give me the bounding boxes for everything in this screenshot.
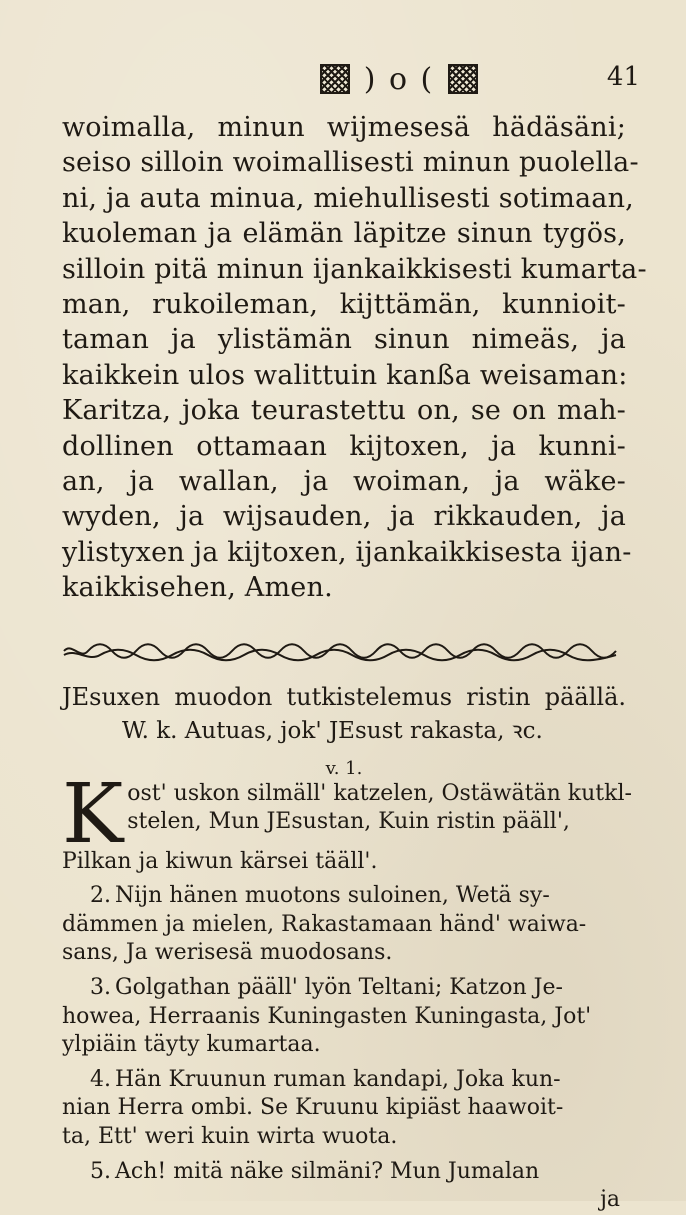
stanza-line: nian Herra ombi. Se Kruunu kipiäst haawoit-	[62, 1095, 564, 1121]
prayer-line: kaikkein ulos walittuin kanßa weisaman:	[62, 359, 628, 391]
verse-label: v. 1.	[325, 757, 363, 779]
prayer-line: ni, ja auta minua, miehullisesti sotimaan,	[62, 182, 634, 214]
stanza-line: Golgathan pääll' lyön Teltani; Katzon Je-	[115, 975, 563, 1001]
stanza-line: ta, Ett' weri kuin wirta wuota.	[62, 1124, 398, 1150]
ornament-divider-icon	[62, 640, 626, 662]
prayer-line: an, ja wallan, ja woiman, ja wäke-	[62, 466, 626, 498]
header-symbols: ) o (	[363, 61, 435, 97]
stanza-line: Pilkan ja kiwun kärsei tääll'.	[62, 848, 378, 874]
stanza-3	[62, 974, 626, 1060]
stanza-line: Hän Kruunun ruman kandapi, Joka kun-	[115, 1066, 561, 1092]
prayer-line: seiso silloin woimallisesti minun puolella-	[62, 147, 639, 179]
prayer-line: Karitza, joka teurastettu on, se on mah-	[62, 395, 626, 427]
stanza-4	[62, 1066, 626, 1152]
ornament-band-icon	[62, 640, 618, 662]
ornament-left-icon	[320, 64, 350, 94]
stanza-number: 5.	[90, 1158, 111, 1184]
stanza-number: 4.	[90, 1066, 111, 1092]
prayer-line: woimalla, minun wijmesesä hädäsäni;	[62, 112, 626, 143]
page-number: 41	[606, 62, 640, 92]
prayer-line: silloin pitä minun ijankaikkisesti kumarta-	[62, 253, 647, 285]
stanza-line: stelen, Mun JEsustan, Kuin ristin pääll',	[127, 809, 570, 835]
page-header	[212, 58, 586, 100]
prayer-line: taman ja ylistämän sinun nimeäs, ja	[62, 324, 626, 356]
prayer-text	[62, 110, 647, 606]
prayer-line: man, rukoileman, kijttämän, kunnioit-	[62, 289, 626, 321]
dropcap-letter: K	[62, 766, 124, 862]
stanza-line: ylpiäin täyty kumartaa.	[62, 1032, 321, 1058]
stanza-line: Ach! mitä näke silmäni? Mun Jumalan	[115, 1158, 540, 1184]
prayer-line: kaikkisehen, Amen.	[62, 572, 333, 604]
stanza-2	[62, 882, 626, 968]
stanza-line: sans, Ja werisesä muodosans.	[62, 940, 393, 966]
prayer-line: wyden, ja wijsauden, ja rikkauden, ja	[62, 501, 626, 533]
hymn-title: JEsuxen muodon tutkistelemus ristin päällä.	[62, 682, 626, 711]
stanza-line: ost' uskon silmäll' katzelen, Ostäwätän kutkl-	[127, 780, 632, 806]
stanza-5	[62, 1158, 626, 1215]
stanza-line: Nijn hänen muotons suloinen, Wetä sy-	[115, 883, 550, 909]
stanza-line: howea, Herraanis Kuningasten Kuningasta, Jot'	[62, 1003, 592, 1029]
catchword: ja	[600, 1187, 620, 1213]
hymn-melody-subtitle: W. k. Autuas, jok' JEsust rakasta, ꝛc.	[122, 717, 543, 744]
stanza-number: 2.	[90, 883, 111, 909]
stanza-line: dämmen ja mielen, Rakastamaan händ' waiwa-	[62, 911, 587, 937]
prayer-line: ylistyxen ja kijtoxen, ijankaikkisesta ijan-	[62, 536, 632, 568]
ornament-right-icon	[448, 64, 478, 94]
stanza-number: 3.	[90, 975, 111, 1001]
prayer-line: dollinen ottamaan kijtoxen, ja kunni-	[62, 430, 626, 462]
prayer-line: kuoleman ja elämän läpitze sinun tygös,	[62, 218, 626, 250]
